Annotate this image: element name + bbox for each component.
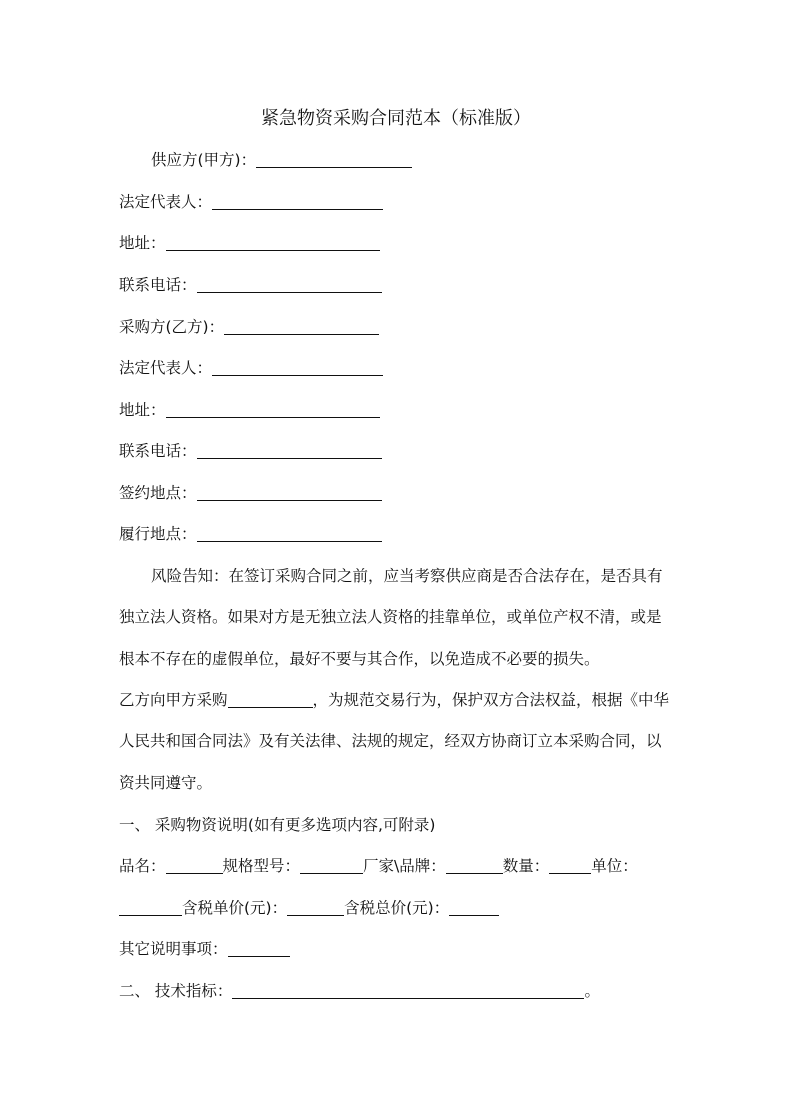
name-label: 品名：: [119, 857, 166, 875]
purchase-item-blank[interactable]: [228, 691, 313, 708]
phone-2-label: 联系电话：: [119, 442, 197, 460]
phone-2-field: [119, 441, 382, 461]
page-title: 紧急物资采购合同范本（标准版）: [261, 108, 531, 129]
intro-line-2: 人民共和国合同法》及有关法律、法规的规定，经双方协商订立本采购合同，以: [119, 732, 662, 750]
brand-blank[interactable]: [446, 857, 503, 874]
address-2-blank[interactable]: [166, 401, 380, 418]
legal-rep-1-blank[interactable]: [212, 193, 383, 210]
legal-rep-1-label: 法定代表人：: [119, 193, 213, 211]
address-1-blank[interactable]: [166, 234, 380, 251]
buyer-field: [119, 317, 379, 337]
other-blank[interactable]: [228, 940, 290, 957]
total-price-blank[interactable]: [449, 899, 499, 916]
sign-place-blank[interactable]: [197, 484, 382, 501]
unit-blank[interactable]: [119, 899, 182, 916]
total-price-label: 含税总价(元)：: [344, 899, 450, 917]
risk-notice-line-1: 风险告知：在签订采购合同之前，应当考察供应商是否合法存在，是否具有: [151, 567, 663, 585]
section-2-heading: [119, 981, 600, 1001]
intro-part-1: 乙方向甲方采购: [119, 691, 228, 709]
price-row: [119, 898, 499, 918]
legal-rep-1-field: [119, 192, 383, 212]
section-1-heading: 一、 采购物资说明(如有更多选项内容,可附录): [119, 816, 436, 834]
risk-notice-line-3: 根本不存在的虚假单位，最好不要与其合作，以免造成不必要的损失。: [119, 650, 600, 668]
supplier-label: 供应方(甲方)：: [151, 151, 257, 169]
item-row: [119, 856, 638, 876]
phone-1-label: 联系电话：: [119, 276, 197, 294]
address-2-label: 地址：: [119, 401, 166, 419]
address-2-field: [119, 400, 380, 420]
unit-label: 单位：: [591, 857, 638, 875]
sign-place-field: [119, 483, 382, 503]
supplier-blank[interactable]: [256, 151, 412, 168]
intro-line-3: 资共同遵守。: [119, 774, 213, 792]
perform-place-label: 履行地点：: [119, 525, 197, 543]
buyer-label: 采购方(乙方)：: [119, 318, 225, 336]
sign-place-label: 签约地点：: [119, 484, 197, 502]
intro-part-2: ，为规范交易行为，保护双方合法权益，根据《中华: [312, 691, 670, 709]
legal-rep-2-field: [119, 358, 383, 378]
spec-blank[interactable]: [300, 857, 363, 874]
phone-1-blank[interactable]: [197, 276, 382, 293]
other-row: [119, 939, 290, 959]
unit-price-label: 含税单价(元)：: [182, 899, 288, 917]
phone-1-field: [119, 275, 382, 295]
phone-2-blank[interactable]: [197, 442, 382, 459]
tech-spec-blank[interactable]: [232, 982, 584, 999]
intro-line-1: [119, 690, 669, 710]
section-2-label: 二、 技术指标：: [119, 982, 233, 1000]
name-blank[interactable]: [166, 857, 223, 874]
perform-place-blank[interactable]: [197, 525, 382, 542]
perform-place-field: [119, 524, 382, 544]
legal-rep-2-blank[interactable]: [212, 359, 383, 376]
address-1-field: [119, 233, 380, 253]
spec-label: 规格型号：: [222, 857, 301, 875]
other-label: 其它说明事项：: [119, 940, 228, 958]
brand-label: 厂家\品牌：: [363, 857, 446, 875]
address-1-label: 地址：: [119, 234, 166, 252]
qty-blank[interactable]: [549, 857, 591, 874]
legal-rep-2-label: 法定代表人：: [119, 359, 213, 377]
qty-label: 数量：: [502, 857, 550, 875]
buyer-blank[interactable]: [224, 318, 379, 335]
risk-notice-line-2: 独立法人资格。如果对方是无独立法人资格的挂靠单位，或单位产权不清，或是: [119, 608, 662, 626]
supplier-field: [151, 150, 412, 170]
unit-price-blank[interactable]: [287, 899, 344, 916]
section-2-end: 。: [584, 982, 600, 1000]
